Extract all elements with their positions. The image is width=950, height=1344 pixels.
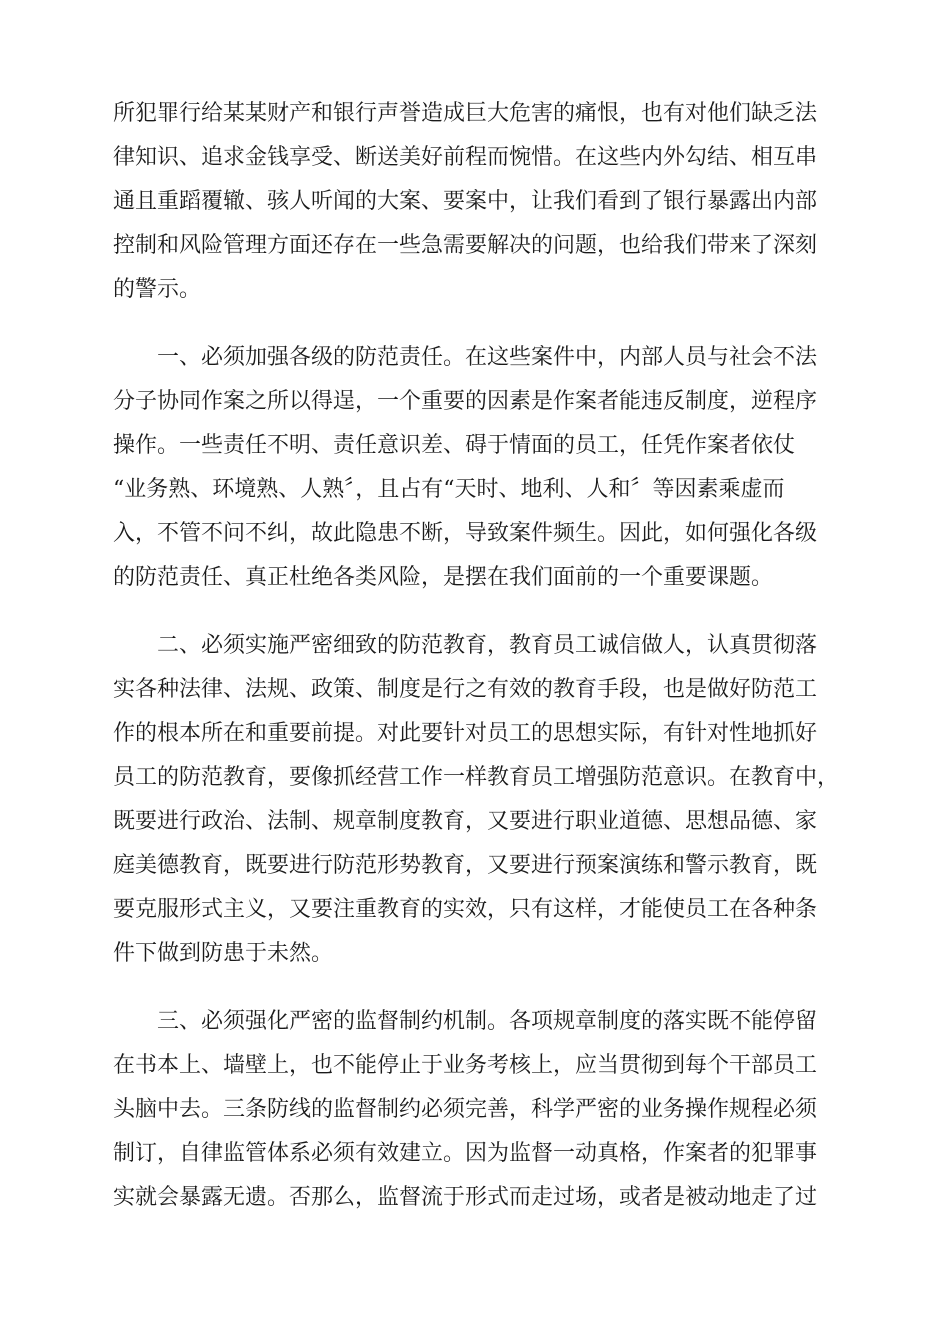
text-line: 作的根本所在和重要前提。对此要针对员工的思想实际，有针对性地抓好 — [113, 721, 818, 746]
text-line: 头脑中去。三条防线的监督制约必须完善，科学严密的业务操作规程必须 — [113, 1097, 818, 1122]
text-line: 三、必须强化严密的监督制约机制。各项规章制度的落实既不能停留 — [113, 1009, 818, 1034]
paragraph-section-2 — [113, 624, 843, 976]
text-line: 制订，自律监管体系必须有效建立。因为监督一动真格，作案者的犯罪事 — [113, 1141, 818, 1166]
text-line: 员工的防范教育，要像抓经营工作一样教育员工增强防范意识。在教育中， — [113, 765, 840, 790]
text-line: 既要进行政治、法制、规章制度教育，又要进行职业道德、思想品德、家 — [113, 809, 818, 834]
paragraph-intro-continuation — [113, 92, 843, 312]
text-line: 一、必须加强各级的防范责任。在这些案件中，内部人员与社会不法 — [113, 345, 818, 370]
text-line: 庭美德教育，既要进行防范形势教育，又要进行预案演练和警示教育，既 — [113, 853, 818, 878]
text-line: 二、必须实施严密细致的防范教育，教育员工诚信做人，认真贯彻落 — [113, 633, 818, 658]
text-line: 入，不管不问不纠，故此隐患不断，导致案件频生。因此，如何强化各级 — [113, 521, 818, 546]
text-line: 分子协同作案之所以得逞，一个重要的因素是作案者能违反制度，逆程序 — [113, 389, 818, 414]
text-line: 控制和风险管理方面还存在一些急需要解决的问题，也给我们带来了深刻 — [113, 233, 818, 258]
text-line: 实就会暴露无遗。否那么，监督流于形式而走过场，或者是被动地走了过 — [113, 1185, 818, 1210]
text-line: 律知识、追求金钱享受、断送美好前程而惋惜。在这些内外勾结、相互串 — [113, 145, 818, 170]
text-line: 件下做到防患于未然。 — [113, 941, 334, 966]
text-line: 通且重蹈覆辙、骇人听闻的大案、要案中，让我们看到了银行暴露出内部 — [113, 189, 818, 214]
text-line: 的防范责任、真正杜绝各类风险，是摆在我们面前的一个重要课题。 — [113, 565, 774, 590]
text-line: 在书本上、墙壁上，也不能停止于业务考核上，应当贯彻到每个干部员工 — [113, 1053, 818, 1078]
document-body — [113, 92, 843, 1244]
text-line: 实各种法律、法规、政策、制度是行之有效的教育手段，也是做好防范工 — [113, 677, 818, 702]
text-line: 所犯罪行给某某财产和银行声誉造成巨大危害的痛恨，也有对他们缺乏法 — [113, 101, 818, 126]
text-line: 要克服形式主义，又要注重教育的实效，只有这样，才能使员工在各种条 — [113, 897, 818, 922]
paragraph-section-3 — [113, 1000, 843, 1220]
text-line: 操作。一些责任不明、责任意识差、碍于情面的员工，任凭作案者依仗 — [113, 433, 796, 458]
paragraph-section-1 — [113, 336, 843, 600]
text-line: “业务熟、环境熟、人熟〞，且占有“天时、地利、人和〞等因素乘虚而 — [113, 477, 785, 502]
text-line: 的警示。 — [113, 277, 202, 302]
